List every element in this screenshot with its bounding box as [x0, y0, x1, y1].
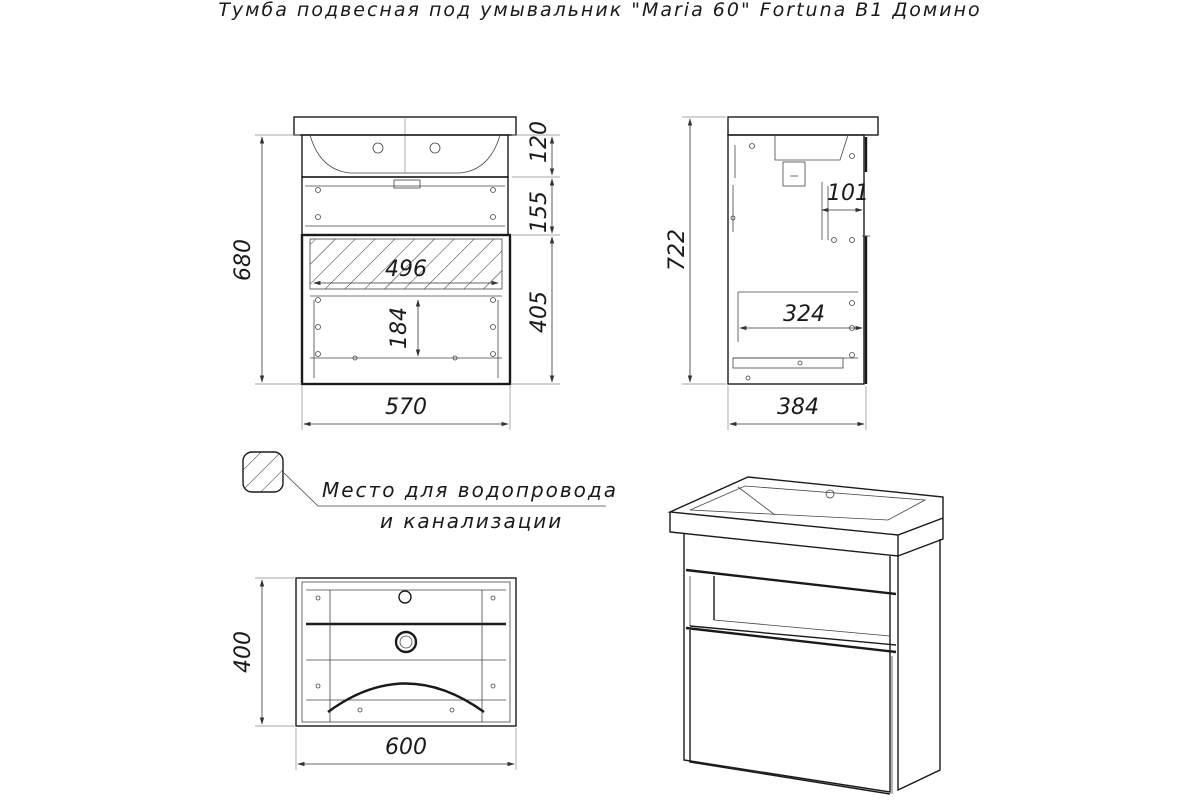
- legend: [243, 452, 618, 533]
- iso-drawer-door: [686, 628, 896, 652]
- dim-side-inner: 324: [783, 302, 825, 327]
- dim-front-top: 120: [527, 121, 552, 163]
- front-view: [231, 117, 560, 430]
- side-basin-rim: [728, 117, 878, 135]
- dim-top-width: 600: [385, 735, 427, 760]
- top-view: [231, 578, 516, 770]
- dim-front-inner-height: 184: [387, 307, 412, 349]
- top-tap-hole: [399, 591, 411, 603]
- iso-body-side: [898, 539, 940, 790]
- side-view: [665, 117, 878, 430]
- top-drain-hole: [396, 632, 416, 652]
- dim-front-height: 680: [231, 239, 256, 281]
- dim-front-inner-width: 496: [385, 257, 427, 282]
- isometric-view: [670, 477, 943, 794]
- top-basin-curve: [328, 684, 484, 713]
- dim-side-shelf: 101: [827, 181, 869, 206]
- front-basin-hole-left: [373, 143, 383, 153]
- dim-front-bottom: 405: [527, 291, 552, 333]
- legend-hatch-swatch: [243, 452, 283, 492]
- front-basin-hole-right: [430, 143, 440, 153]
- legend-line-1: Место для водопровода: [322, 478, 619, 502]
- legend-line-2: и канализации: [380, 509, 564, 533]
- dim-side-height: 722: [665, 229, 690, 271]
- iso-basin-top: [670, 477, 943, 535]
- dim-top-depth: 400: [231, 631, 256, 673]
- dim-side-width: 384: [777, 395, 819, 420]
- dim-front-middle: 155: [527, 191, 552, 233]
- drawing-title: Тумба подвесная под умывальник "Maria 60" Fortuna B1 Домино: [218, 0, 982, 21]
- side-body: [728, 135, 864, 384]
- dim-front-width: 570: [385, 395, 427, 420]
